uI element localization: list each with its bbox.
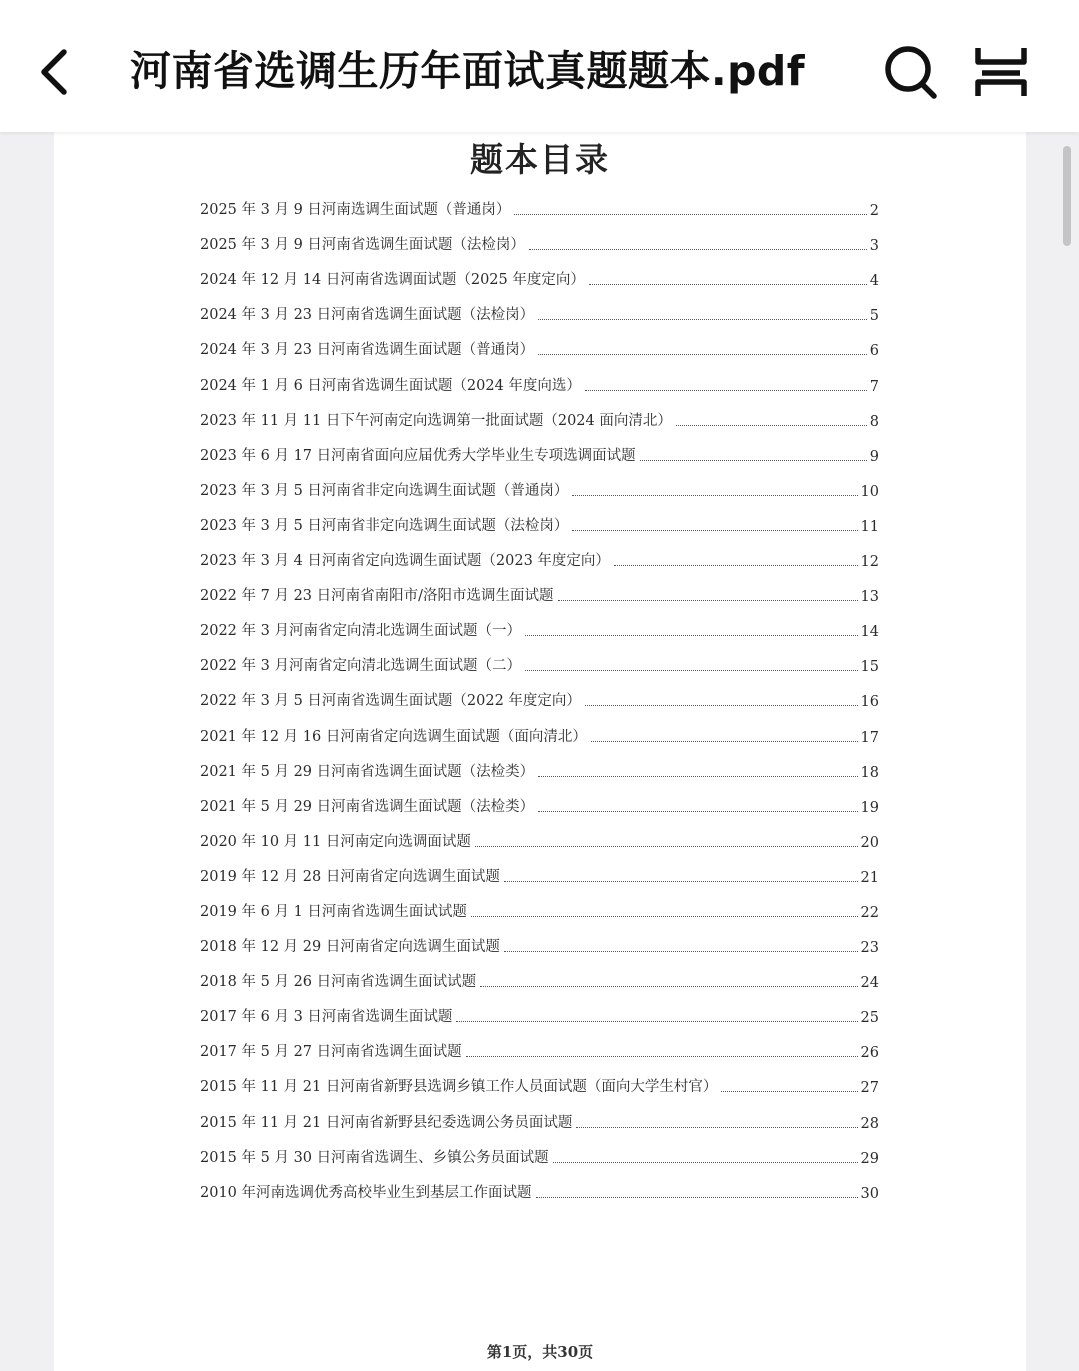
toc-entry-title: 2024 年 3 月 23 日河南省选调生面试题（普通岗） <box>200 342 535 359</box>
toc-leader-dots <box>585 705 858 706</box>
toc-entry[interactable] <box>200 260 879 295</box>
toc-leader-dots <box>676 425 867 426</box>
toc-entry[interactable] <box>200 436 879 471</box>
toc-entry[interactable] <box>200 927 879 962</box>
toc-leader-dots <box>538 776 857 777</box>
toc-leader-dots <box>640 460 867 461</box>
toc-entry-page: 12 <box>860 554 879 571</box>
toc-leader-dots <box>504 881 858 882</box>
toc-leader-dots <box>538 319 867 320</box>
toc-entry[interactable] <box>200 541 879 576</box>
toc-entry-title: 2017 年 6 月 3 日河南省选调生面试题 <box>200 1009 453 1026</box>
toc-entry-page: 27 <box>860 1080 879 1097</box>
expand-button[interactable] <box>968 40 1034 104</box>
toc-entry[interactable] <box>200 787 879 822</box>
toc-entry[interactable] <box>200 681 879 716</box>
toc-entry-title: 2024 年 12 月 14 日河南省选调面试题（2025 年度定向） <box>200 272 585 289</box>
toc-entry[interactable] <box>200 1138 879 1173</box>
scrollbar-thumb[interactable] <box>1063 146 1071 246</box>
toc-entry-page: 30 <box>860 1185 879 1202</box>
toc-leader-dots <box>553 1162 858 1163</box>
toc-entry[interactable] <box>200 1102 879 1137</box>
toc-entry-title: 2019 年 6 月 1 日河南省选调生面试试题 <box>200 903 467 920</box>
expand-icon <box>968 40 1034 104</box>
toc-leader-dots <box>558 600 858 601</box>
toc-entry-page: 23 <box>860 940 879 957</box>
toc-entry-title: 2015 年 11 月 21 日河南省新野县纪委选调公务员面试题 <box>200 1114 573 1131</box>
toc-entry-title: 2021 年 5 月 29 日河南省选调生面试题（法检类） <box>200 798 535 815</box>
toc-leader-dots <box>525 670 858 671</box>
toc-entry[interactable] <box>200 716 879 751</box>
toc-entry-page: 7 <box>869 378 879 395</box>
toc-entry-page: 9 <box>869 448 879 465</box>
toc-entry-page: 17 <box>860 729 879 746</box>
toc-leader-dots <box>576 1127 857 1128</box>
toc-entry-page: 29 <box>860 1150 879 1167</box>
toc-entry[interactable] <box>200 506 879 541</box>
top-bar <box>0 0 1079 132</box>
toc-entry-title: 2022 年 3 月河南省定向清北选调生面试题（一） <box>200 623 521 640</box>
toc-entry-page: 6 <box>869 343 879 360</box>
toc-leader-dots <box>456 1021 857 1022</box>
toc-entry-title: 2020 年 10 月 11 日河南定向选调面试题 <box>200 833 471 850</box>
toc-entry-title: 2023 年 3 月 5 日河南省非定向选调生面试题（法检岗） <box>200 517 569 534</box>
toc-entry-title: 2022 年 7 月 23 日河南省南阳市/洛阳市选调生面试题 <box>200 588 554 605</box>
page-footer: 第1页，共30页 <box>486 1343 594 1361</box>
toc-entry-page: 4 <box>869 273 879 290</box>
toc-entry-page: 13 <box>860 589 879 606</box>
toc-entry-title: 2021 年 12 月 16 日河南省定向选调生面试题（面向清北） <box>200 728 587 745</box>
toc-leader-dots <box>538 354 867 355</box>
toc-entry-title: 2019 年 12 月 28 日河南省定向选调生面试题 <box>200 868 500 885</box>
search-button[interactable] <box>878 40 944 104</box>
back-button[interactable] <box>28 40 80 104</box>
toc-entry-page: 21 <box>860 869 879 886</box>
toc-entry[interactable] <box>200 225 879 260</box>
toc-entry-title: 2023 年 3 月 4 日河南省定向选调生面试题（2023 年度定向） <box>200 553 610 570</box>
toc-entry-title: 2018 年 12 月 29 日河南省定向选调生面试题 <box>200 939 500 956</box>
pdf-page <box>54 132 1026 1371</box>
toc-entry[interactable] <box>200 1173 879 1208</box>
toc-entry[interactable] <box>200 576 879 611</box>
pdf-viewer[interactable] <box>0 132 1079 1371</box>
toc-leader-dots <box>466 1056 858 1057</box>
toc-entry-title: 2024 年 3 月 23 日河南省选调生面试题（法检岗） <box>200 307 535 324</box>
toc-entry-page: 28 <box>860 1115 879 1132</box>
toc-entry[interactable] <box>200 892 879 927</box>
toc-leader-dots <box>614 565 858 566</box>
toc-entry[interactable] <box>200 997 879 1032</box>
toc-entry-page: 5 <box>869 308 879 325</box>
toc-entry-title: 2021 年 5 月 29 日河南省选调生面试题（法检类） <box>200 763 535 780</box>
toc-leader-dots <box>475 846 858 847</box>
toc-entry-title: 2015 年 11 月 21 日河南省新野县选调乡镇工作人员面试题（面向大学生村官） <box>200 1079 718 1096</box>
toc-list <box>200 190 879 1208</box>
toc-entry-page: 10 <box>860 483 879 500</box>
toc-entry-page: 26 <box>860 1045 879 1062</box>
toc-entry-page: 14 <box>860 624 879 641</box>
toc-entry-page: 11 <box>860 518 879 535</box>
toc-entry-title: 2025 年 3 月 9 日河南省选调生面试题（法检岗） <box>200 237 525 254</box>
document-title: 河南省选调生历年面试真题题本.pdf <box>130 47 806 95</box>
toc-entry-page: 8 <box>869 413 879 430</box>
toc-entry-page: 2 <box>869 203 879 220</box>
toc-entry-page: 15 <box>860 659 879 676</box>
chevron-left-icon <box>28 40 80 104</box>
toc-entry-page: 20 <box>860 834 879 851</box>
toc-entry-title: 2015 年 5 月 30 日河南省选调生、乡镇公务员面试题 <box>200 1149 549 1166</box>
toc-leader-dots <box>471 916 858 917</box>
toc-entry[interactable] <box>200 752 879 787</box>
toc-entry-title: 2024 年 1 月 6 日河南省选调生面试题（2024 年度向选） <box>200 377 581 394</box>
toc-entry[interactable] <box>200 962 879 997</box>
toc-entry-title: 2017 年 5 月 27 日河南省选调生面试题 <box>200 1044 462 1061</box>
toc-entry[interactable] <box>200 401 879 436</box>
toc-leader-dots <box>525 635 858 636</box>
toc-entry-page: 3 <box>869 238 879 255</box>
toc-leader-dots <box>572 530 857 531</box>
toc-leader-dots <box>591 741 858 742</box>
toc-leader-dots <box>514 214 866 215</box>
toc-entry[interactable] <box>200 646 879 681</box>
toc-entry-page: 22 <box>860 904 879 921</box>
toc-entry-title: 2010 年河南选调优秀高校毕业生到基层工作面试题 <box>200 1184 532 1201</box>
toc-leader-dots <box>589 284 867 285</box>
toc-leader-dots <box>572 495 857 496</box>
toc-entry-page: 18 <box>860 764 879 781</box>
toc-entry[interactable] <box>200 190 879 225</box>
toc-leader-dots <box>585 390 867 391</box>
toc-entry[interactable] <box>200 1067 879 1102</box>
toc-leader-dots <box>538 811 857 812</box>
toc-leader-dots <box>504 951 858 952</box>
toc-entry[interactable] <box>200 330 879 365</box>
toc-entry-title: 2023 年 11 月 11 日下午河南定向选调第一批面试题（2024 面向清北） <box>200 412 672 429</box>
toc-entry-title: 2023 年 6 月 17 日河南省面向应届优秀大学毕业生专项选调面试题 <box>200 447 636 464</box>
toc-entry-title: 2022 年 3 月 5 日河南省选调生面试题（2022 年度定向） <box>200 693 581 710</box>
toc-entry[interactable] <box>200 295 879 330</box>
toc-entry[interactable] <box>200 822 879 857</box>
toc-entry[interactable] <box>200 471 879 506</box>
toc-entry-page: 25 <box>860 1010 879 1027</box>
toc-heading: 题本目录 <box>470 140 610 179</box>
toc-entry-title: 2025 年 3 月 9 日河南选调生面试题（普通岗） <box>200 202 511 219</box>
toc-entry[interactable] <box>200 611 879 646</box>
toc-entry-title: 2022 年 3 月河南省定向清北选调生面试题（二） <box>200 658 521 675</box>
toc-leader-dots <box>721 1091 857 1092</box>
toc-entry-title: 2023 年 3 月 5 日河南省非定向选调生面试题（普通岗） <box>200 482 569 499</box>
search-icon <box>878 40 944 104</box>
toc-entry[interactable] <box>200 365 879 400</box>
toc-entry[interactable] <box>200 1032 879 1067</box>
toc-leader-dots <box>480 986 857 987</box>
toc-leader-dots <box>529 249 867 250</box>
toc-entry-page: 16 <box>860 694 879 711</box>
toc-entry-title: 2018 年 5 月 26 日河南省选调生面试试题 <box>200 974 477 991</box>
toc-entry-page: 19 <box>860 799 879 816</box>
toc-leader-dots <box>536 1197 858 1198</box>
toc-entry-page: 24 <box>860 975 879 992</box>
toc-entry[interactable] <box>200 857 879 892</box>
